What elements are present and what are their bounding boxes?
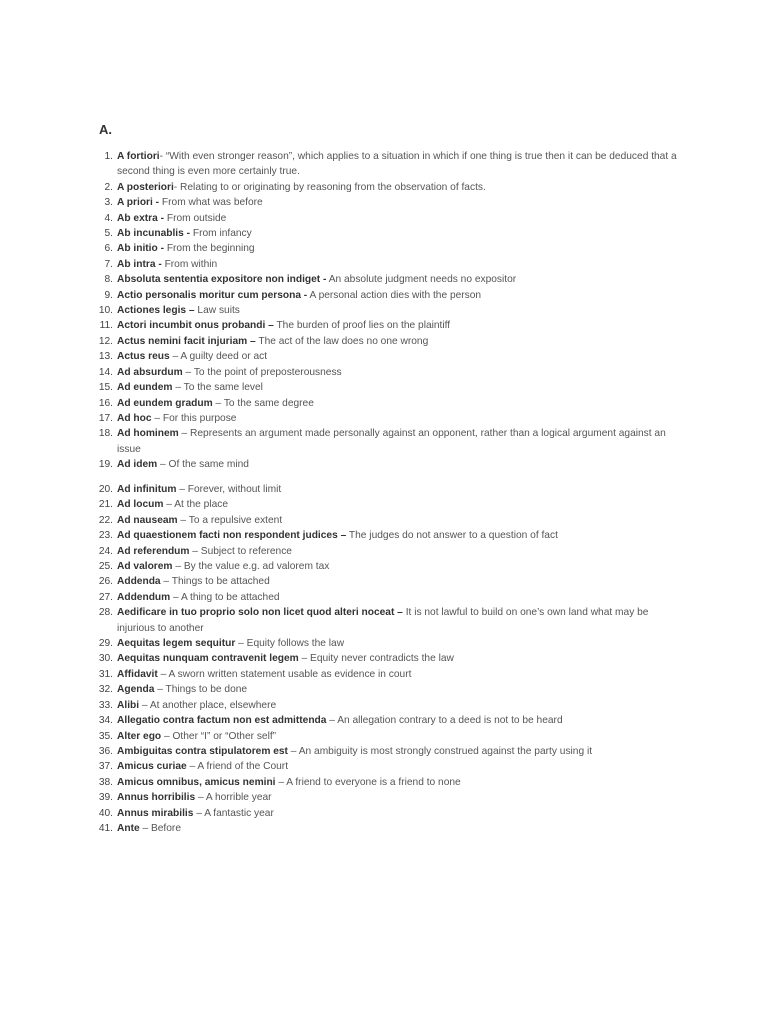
- item-definition: For this purpose: [162, 412, 237, 424]
- item-term: Actiones legis –: [117, 305, 195, 317]
- item-term: Ab extra -: [117, 212, 164, 224]
- item-definition: Other “I” or “Other self”: [172, 730, 277, 742]
- list-item: [87, 574, 687, 589]
- item-term: Absoluta sententia expositore non indiget -: [117, 274, 327, 286]
- list-item: [87, 365, 687, 380]
- item-term: Ambiguitas contra stipulatorem est: [117, 745, 288, 757]
- list-item: [87, 821, 687, 836]
- item-term: Ad referendum: [117, 545, 190, 557]
- item-term: Affidavit: [117, 668, 158, 680]
- list-item: [87, 272, 687, 287]
- list-item: [87, 349, 687, 364]
- item-definition: A sworn written statement usable as evidence in court: [168, 668, 412, 680]
- list-item: [87, 544, 687, 559]
- item-definition: It is not lawful to build on one’s own land what may be injurious to another: [117, 607, 649, 634]
- list-item: [87, 303, 687, 318]
- item-definition: At another place, elsewhere: [149, 699, 277, 711]
- item-definition: Before: [150, 822, 181, 834]
- item-number: 15.: [98, 382, 113, 394]
- item-definition: A fantastic year: [204, 807, 274, 819]
- item-number: 14.: [98, 366, 113, 378]
- item-separator: –: [212, 397, 224, 409]
- list-item: [87, 729, 687, 744]
- item-number: 16.: [98, 397, 113, 409]
- item-term: Amicus omnibus, amicus nemini: [117, 776, 276, 788]
- item-separator: –: [193, 807, 205, 819]
- list-item: [87, 713, 687, 728]
- item-term: Actus nemini facit injuriam –: [117, 335, 256, 347]
- item-term: Ad eundem: [117, 382, 173, 394]
- item-definition: Forever, without limit: [187, 484, 282, 495]
- item-separator: –: [157, 459, 169, 471]
- item-separator: –: [169, 351, 181, 363]
- item-number: 7.: [104, 258, 113, 270]
- list-item: [87, 790, 687, 805]
- list-item: [87, 698, 687, 713]
- item-separator: –: [287, 745, 299, 757]
- item-term: Ad valorem: [117, 561, 173, 573]
- list-item: [87, 211, 687, 226]
- item-definition: At the place: [174, 499, 228, 511]
- item-term: Ad quaestionem facti non respondent judices –: [117, 530, 347, 542]
- list-item: [87, 195, 687, 210]
- item-term: Allegatio contra factum non est admittenda: [117, 715, 327, 727]
- section-heading: A.: [99, 122, 112, 137]
- item-separator: –: [176, 484, 188, 495]
- item-term: A fortiori: [117, 151, 160, 162]
- list-item: [87, 806, 687, 821]
- item-number: 34.: [98, 715, 113, 727]
- item-number: 9.: [104, 289, 113, 301]
- item-number: 1.: [104, 151, 113, 162]
- item-number: 24.: [98, 545, 113, 557]
- item-definition: Equity never contradicts the law: [310, 653, 454, 665]
- item-definition: A guilty deed or act: [180, 351, 268, 363]
- item-definition: A friend to everyone is a friend to none: [286, 776, 461, 788]
- item-definition: From outside: [166, 212, 227, 224]
- list-item: [87, 411, 687, 426]
- item-definition: To a repulsive extent: [188, 514, 283, 526]
- item-number: 35.: [98, 730, 113, 742]
- item-term: Addendum: [117, 591, 171, 603]
- item-definition: From infancy: [192, 228, 252, 240]
- item-definition: Things to be attached: [171, 576, 270, 588]
- item-term: Amicus curiae: [117, 761, 187, 773]
- item-definition: Represents an argument made personally against an opponent, rather than a logical argument against an issue: [117, 428, 666, 455]
- item-definition: A thing to be attached: [180, 591, 280, 603]
- item-separator: –: [154, 684, 166, 696]
- list-item: [87, 380, 687, 395]
- item-separator: –: [275, 776, 287, 788]
- item-number: 32.: [98, 684, 113, 696]
- item-separator: –: [139, 699, 150, 711]
- item-term: A posteriori: [117, 181, 174, 193]
- item-term: Ad nauseam: [117, 514, 178, 526]
- list-item: [87, 528, 687, 543]
- item-definition: Of the same mind: [168, 459, 249, 471]
- list-item: [87, 288, 687, 303]
- item-number: 37.: [98, 761, 113, 773]
- item-number: 23.: [98, 530, 113, 542]
- item-separator: –: [161, 730, 173, 742]
- item-number: 20.: [98, 484, 113, 495]
- item-term: Alter ego: [117, 730, 162, 742]
- item-term: A priori -: [117, 197, 160, 209]
- item-separator: –: [139, 822, 151, 834]
- item-separator: –: [195, 792, 206, 804]
- item-separator: –: [177, 514, 189, 526]
- item-number: 19.: [98, 459, 113, 471]
- item-term: Ab incunablis -: [117, 228, 191, 240]
- item-definition: From within: [164, 258, 218, 270]
- item-definition: The act of the law does no one wrong: [258, 335, 429, 347]
- list-item: [87, 226, 687, 241]
- list-item: [87, 636, 687, 651]
- term-list-part-2: [87, 482, 687, 836]
- item-number: 21.: [98, 499, 113, 511]
- item-definition: The judges do not answer to a question of fact: [348, 530, 558, 542]
- item-separator: –: [182, 366, 194, 378]
- item-separator: –: [178, 428, 191, 440]
- item-definition: To the point of preposterousness: [193, 366, 342, 378]
- item-term: Ante: [117, 822, 140, 834]
- item-term: Ad eundem gradum: [117, 397, 213, 409]
- list-item: [87, 457, 687, 472]
- item-separator: –: [189, 545, 201, 557]
- item-separator: –: [170, 591, 181, 603]
- item-number: 28.: [98, 607, 113, 619]
- list-item: [87, 744, 687, 759]
- item-number: 38.: [98, 776, 113, 788]
- list-item: [87, 149, 687, 180]
- item-separator: –: [151, 412, 163, 424]
- list-item: [87, 513, 687, 528]
- item-definition: Equity follows the law: [246, 638, 345, 650]
- item-number: 26.: [98, 576, 113, 588]
- item-number: 11.: [99, 320, 113, 332]
- item-number: 12.: [98, 335, 113, 347]
- item-number: 22.: [98, 514, 113, 526]
- item-number: 39.: [98, 792, 113, 804]
- item-term: Ab intra -: [117, 258, 162, 270]
- item-definition: An absolute judgment needs no expositor: [328, 274, 517, 286]
- item-separator: –: [160, 576, 172, 588]
- item-separator: –: [298, 653, 311, 665]
- list-item: [87, 682, 687, 697]
- item-separator: –: [326, 715, 338, 727]
- item-separator: -: [159, 151, 166, 162]
- list-item: [87, 651, 687, 666]
- item-number: 29.: [98, 638, 113, 650]
- item-number: 41.: [98, 822, 113, 834]
- item-number: 40.: [98, 807, 113, 819]
- item-term: Actus reus: [117, 351, 170, 363]
- item-number: 8.: [104, 274, 113, 286]
- item-definition: The burden of proof lies on the plaintiff: [276, 320, 451, 332]
- item-number: 13.: [98, 351, 113, 363]
- item-term: Aequitas legem sequitur: [117, 638, 236, 650]
- item-definition: An ambiguity is most strongly construed against the party using it: [298, 745, 593, 757]
- item-number: 2.: [104, 181, 113, 193]
- item-number: 27.: [98, 591, 113, 603]
- item-number: 3.: [104, 197, 113, 209]
- item-term: Ad absurdum: [117, 366, 183, 378]
- item-number: 17.: [98, 412, 113, 424]
- item-term: Ad hominem: [117, 428, 179, 440]
- item-term: Addenda: [117, 576, 161, 588]
- item-definition: From what was before: [161, 197, 263, 209]
- list-item: [87, 241, 687, 256]
- item-term: Agenda: [117, 684, 155, 696]
- item-definition: To the same degree: [223, 397, 314, 409]
- item-definition: By the value e.g. ad valorem tax: [183, 561, 330, 573]
- item-number: 10.: [98, 305, 113, 317]
- item-definition: Law suits: [197, 305, 240, 317]
- list-item: [87, 775, 687, 790]
- item-number: 31.: [98, 668, 113, 680]
- item-definition: A horrible year: [205, 792, 272, 804]
- list-item: [87, 497, 687, 512]
- item-number: 33.: [98, 699, 113, 711]
- list-item: [87, 482, 687, 497]
- item-number: 4.: [104, 212, 113, 224]
- list-item: [87, 426, 687, 457]
- item-separator: –: [172, 561, 184, 573]
- item-term: Aequitas nunquam contravenit legem: [117, 653, 299, 665]
- item-number: 30.: [98, 653, 113, 665]
- item-term: Ad hoc: [117, 412, 152, 424]
- list-item: [87, 396, 687, 411]
- item-definition: An allegation contrary to a deed is not to be heard: [337, 715, 563, 727]
- item-number: 18.: [98, 428, 113, 440]
- item-definition: Subject to reference: [200, 545, 292, 557]
- item-separator: -: [173, 181, 181, 193]
- item-number: 6.: [104, 243, 113, 255]
- list-item: [87, 605, 687, 636]
- item-number: 5.: [104, 228, 113, 240]
- item-number: 25.: [98, 561, 113, 573]
- list-item: [87, 759, 687, 774]
- item-term: Ab initio -: [117, 243, 164, 255]
- item-term: Annus horribilis: [117, 792, 196, 804]
- list-item: [87, 257, 687, 272]
- item-separator: –: [186, 761, 198, 773]
- item-definition: Relating to or originating by reasoning from the observation of facts.: [180, 181, 486, 193]
- list-item: [87, 590, 687, 605]
- item-definition: To the same level: [183, 382, 263, 394]
- list-item: [87, 318, 687, 333]
- item-term: Actio personalis moritur cum persona -: [117, 289, 308, 301]
- item-separator: –: [235, 638, 247, 650]
- item-term: Ad infinitum: [117, 484, 177, 495]
- list-item: [87, 559, 687, 574]
- list-item: [87, 334, 687, 349]
- item-term: Actori incumbit onus probandi –: [117, 320, 274, 332]
- list-item: [87, 180, 687, 195]
- item-definition: “With even stronger reason”, which applies to a situation in which if one thing is true then it can be deduced that a second thing is even more certainly true.: [117, 151, 677, 178]
- item-term: Ad locum: [117, 499, 164, 511]
- item-term: Ad idem: [117, 459, 158, 471]
- item-term: Aedificare in tuo proprio solo non licet quod alteri noceat –: [117, 607, 403, 619]
- item-definition: A friend of the Court: [197, 761, 289, 773]
- item-definition: A personal action dies with the person: [309, 289, 482, 301]
- item-separator: –: [163, 499, 175, 511]
- term-list-part-1: [87, 149, 687, 473]
- item-definition: Things to be done: [165, 684, 248, 696]
- list-item: [87, 667, 687, 682]
- item-separator: –: [172, 382, 184, 394]
- item-definition: From the beginning: [166, 243, 255, 255]
- item-term: Annus mirabilis: [117, 807, 194, 819]
- item-number: 36.: [98, 745, 113, 757]
- item-separator: –: [157, 668, 169, 680]
- item-term: Alibi: [117, 699, 140, 711]
